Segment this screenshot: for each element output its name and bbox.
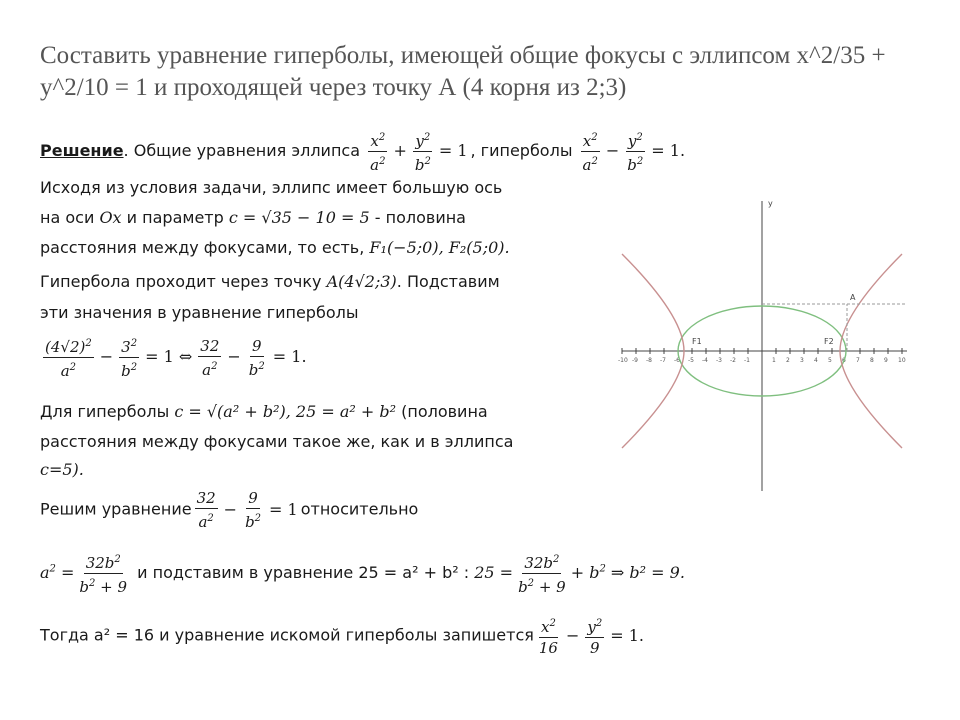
point-a-label: A (850, 293, 856, 302)
x-tick-label: -7 (660, 357, 666, 364)
x-tick-label: 4 (814, 357, 818, 364)
f1-label: F1 (692, 337, 702, 346)
x-tick-label: 2 (786, 357, 790, 364)
x-tick-label: -2 (730, 357, 736, 364)
solution-line-6: эти значения в уравнение гиперболы (40, 303, 359, 322)
solution-line-9: расстояния между фокусами такое же, как и в эллипса (40, 432, 514, 451)
x-tick-label: 5 (828, 357, 832, 364)
substitution-equation: $\frac{(4√2)^2}{a^2}$ − $\frac{3^2}{b^2}$ = 1 ⇔ $\frac{32}{a^2}$ − $\frac{9}{b^2}$ = 1. (40, 334, 310, 381)
x-tick-label: -9 (632, 357, 638, 364)
solution-line-5: Гипербола проходит через точку A(4√2;3). Подставим (40, 272, 500, 291)
x-tick-label: -5 (688, 357, 694, 364)
x-tick-label: 10 (898, 357, 906, 364)
solution-line-11: Решим уравнение $\frac{32}{a^2}$ − $\frac{9}{b^2}$ = 1 относительно (40, 489, 419, 531)
x-tick-label: 6 (842, 357, 846, 364)
x-tick-label: 9 (884, 357, 888, 364)
solution-label: Решение (40, 141, 124, 160)
problem-title: Составить уравнение гиперболы, имеющей общие фокусы с эллипсом x^2/35 + y^2/10 = 1 и проходящей через точку А (4 корня из 2;3) (40, 42, 886, 101)
ellipse-hyperbola-graph (612, 196, 912, 496)
x-tick-label: -1 (744, 357, 750, 364)
solution-line-8: Для гиперболы c = √(a² + b²), 25 = a² + b² (половина (40, 402, 488, 421)
x-tick-label: -10 (618, 357, 628, 364)
solution-line-2: Исходя из условия задачи, эллипс имеет большую ось (40, 178, 503, 197)
solution-line-4: расстояния между фокусами, то есть, F₁(−5;0), F₂(5;0). (40, 238, 510, 257)
x-tick-label: -6 (674, 357, 680, 364)
f2-label: F2 (824, 337, 834, 346)
x-tick-label: 7 (856, 357, 860, 364)
solution-line-10: c=5). (40, 460, 84, 479)
x-tick-label: -3 (716, 357, 722, 364)
x-tick-label: 8 (870, 357, 874, 364)
x-tick-label: -8 (646, 357, 652, 364)
x-tick-label: -4 (702, 357, 708, 364)
solution-line-1: Решение. Общие уравнения эллипса $\frac{x^2}{a^2}$ + $\frac{y^2}{b^2}$ = 1 , гиперболы $\frac{x^2}{a^2}$ − $\frac{y^2}{b^2}$ = 1. (40, 128, 688, 175)
solution-line-12: $a^2$ = $\frac{32b^2}{b^2 + 9}$ и подставим в уравнение 25 = a² + b² : 25 = $\frac{32b^2}{b^2 + 9}$ + $b^2$ ⇒ b² = 9. (40, 550, 685, 597)
y-axis-label: y (768, 199, 773, 208)
solution-line-13: Тогда a² = 16 и уравнение искомой гиперболы запишется $\frac{x^2}{16}$ − $\frac{y^2}{9}$ = 1. (40, 614, 647, 658)
x-tick-label: 3 (800, 357, 804, 364)
x-tick-label: 1 (772, 357, 776, 364)
solution-line-3: на оси Ox и параметр c = √35 − 10 = 5 - половина (40, 208, 466, 227)
